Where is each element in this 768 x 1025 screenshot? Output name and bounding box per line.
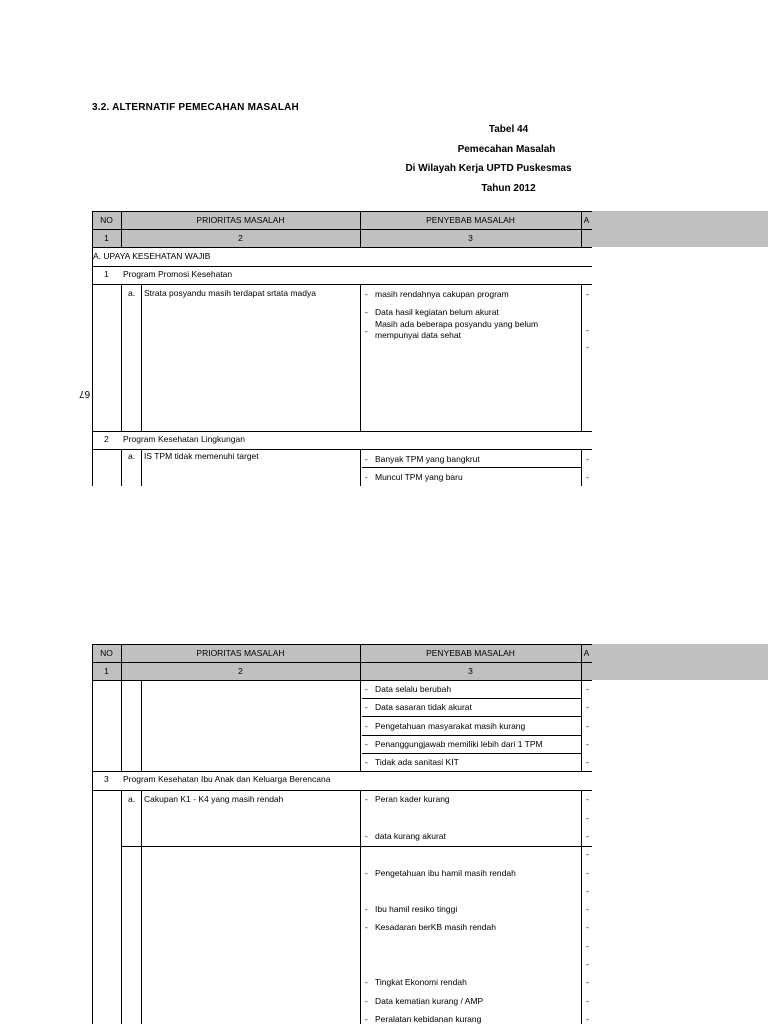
cause-text: Muncul TPM yang baru (375, 472, 463, 482)
dash: - (586, 831, 589, 841)
dash: - (365, 757, 368, 767)
problem-text: IS TPM tidak memenuhi target (144, 451, 259, 461)
item-letter: a. (128, 451, 136, 461)
cause-text: Data kematian kurang / AMP (375, 996, 484, 1006)
dash: - (586, 325, 589, 335)
gray-margin-bar (592, 211, 768, 247)
dash: - (586, 794, 589, 804)
dash: - (365, 702, 368, 712)
header-no: NO (100, 648, 113, 658)
header-penyebab: PENYEBAB MASALAH (426, 648, 515, 658)
dash: - (365, 831, 368, 841)
table-border (360, 680, 361, 771)
table-border (581, 449, 582, 486)
table-caption (380, 120, 592, 198)
table-border (141, 449, 142, 486)
side-page-number: 67 (79, 388, 91, 399)
header-col-3: 3 (468, 666, 473, 676)
table-border (360, 790, 361, 1024)
dash: - (586, 941, 589, 951)
table-border (581, 790, 582, 1024)
dash: - (365, 996, 368, 1006)
dash: - (586, 1014, 589, 1024)
cause-text: Peralatan kebidanan kurang (375, 1014, 482, 1024)
header-col-3: 3 (468, 233, 473, 243)
table-border (360, 449, 361, 486)
cause-text: Tidak ada sanitasi KIT (375, 757, 459, 767)
dash: - (365, 739, 368, 749)
table-border (362, 698, 581, 699)
dash: - (365, 472, 368, 482)
table-border (360, 284, 361, 431)
section-title: 3.2. ALTERNATIF PEMECAHAN MASALAH (92, 102, 299, 113)
program-name: Program Kesehatan Lingkungan (123, 434, 245, 444)
cause-text: Kesadaran berKB masih rendah (375, 922, 496, 932)
table-border (362, 716, 581, 717)
table-border (92, 431, 592, 432)
dash: - (365, 977, 368, 987)
table-1 (92, 211, 592, 486)
dash: - (586, 472, 589, 482)
table-border (92, 266, 592, 267)
cause-text: Data sasaran tidak akurat (375, 702, 472, 712)
group-label: A. UPAYA KESEHATAN WAJIB (93, 251, 211, 261)
dash: - (365, 326, 368, 336)
caption-line: Di Wilayah Kerja UPTD Puskesmas (405, 163, 572, 174)
cause-text: mempunyai data sehat (375, 330, 461, 340)
program-name: Program Kesehatan Ibu Anak dan Keluarga Berencana (123, 774, 331, 784)
item-letter: a. (128, 288, 136, 298)
table-border (121, 790, 122, 1024)
cause-text: data kurang akurat (375, 831, 446, 841)
cause-text: Pengetahuan ibu hamil masih rendah (375, 868, 516, 878)
dash: - (365, 721, 368, 731)
problem-text: Strata posyandu masih terdapat srtata madya (144, 288, 316, 298)
header-no: NO (100, 215, 113, 225)
dash: - (365, 454, 368, 464)
table-border (121, 449, 122, 486)
caption-line: Tabel 44 (488, 124, 529, 135)
cause-text: masih rendahnya cakupan program (375, 289, 509, 299)
dash: - (365, 684, 368, 694)
header-col-1: 1 (104, 666, 109, 676)
program-name: Program Promosi Kesehatan (123, 269, 233, 279)
table-border (141, 680, 142, 771)
dash: - (365, 1014, 368, 1024)
dash: - (365, 904, 368, 914)
table-border (92, 247, 93, 486)
table-border (92, 771, 592, 772)
dash: - (586, 342, 589, 352)
dash: - (586, 959, 589, 969)
dash: - (586, 922, 589, 932)
dash: - (586, 289, 589, 299)
cause-text: Masih ada beberapa posyandu yang belum (375, 319, 539, 329)
table-2 (92, 644, 592, 1024)
dash: - (586, 684, 589, 694)
item-letter: a. (128, 794, 136, 804)
cause-text: Pengetahuan masyarakat masih kurang (375, 721, 526, 731)
dash: - (586, 813, 589, 823)
dash: - (586, 702, 589, 712)
header-col-1: 1 (104, 233, 109, 243)
table-border (92, 680, 592, 681)
table-border (362, 735, 581, 736)
table-border (92, 680, 93, 1024)
table-border (121, 846, 592, 847)
header-prioritas: PRIORITAS MASALAH (196, 648, 285, 658)
table-border (121, 680, 122, 771)
dash: - (586, 739, 589, 749)
cause-text: Data selalu berubah (375, 684, 452, 694)
table-border (141, 790, 142, 1024)
cause-text: Penanggungjawab memiliki lebih dari 1 TPM (375, 739, 543, 749)
dash: - (586, 454, 589, 464)
dash: - (586, 904, 589, 914)
table-border (92, 247, 592, 248)
cause-text: Peran kader kurang (375, 794, 450, 804)
dash: - (586, 868, 589, 878)
dash: - (365, 922, 368, 932)
gray-margin-bar (592, 644, 768, 680)
program-no: 3 (104, 774, 109, 784)
dash: - (365, 289, 368, 299)
table-border (362, 467, 581, 468)
header-prioritas: PRIORITAS MASALAH (196, 215, 285, 225)
table-border (92, 449, 592, 450)
cause-text: Banyak TPM yang bangkrut (375, 454, 480, 464)
table-border (581, 680, 582, 771)
caption-line: Pemecahan Masalah (457, 143, 556, 155)
cause-text: Ibu hamil resiko tinggi (375, 904, 458, 914)
dash: - (586, 886, 589, 896)
dash: - (586, 757, 589, 767)
dash: - (586, 977, 589, 987)
table-border (121, 284, 122, 431)
header-alternatif: A (583, 215, 590, 225)
table-border (141, 284, 142, 431)
cause-text: Data hasil kegiatan belum akurat (375, 307, 499, 317)
header-col-2: 2 (238, 666, 243, 676)
program-no: 2 (104, 434, 109, 444)
cause-text: Tingkat Ekonomi rendah (375, 977, 467, 987)
dash: - (586, 849, 589, 859)
problem-text: Cakupan K1 - K4 yang masih rendah (144, 794, 284, 804)
dash: - (365, 307, 368, 317)
table-border (581, 284, 582, 431)
header-alternatif: A (583, 648, 590, 658)
dash: - (586, 721, 589, 731)
table-border (362, 753, 581, 754)
header-col-2: 2 (238, 233, 243, 243)
table-border (92, 284, 592, 285)
dash: - (365, 794, 368, 804)
dash: - (586, 996, 589, 1006)
dash: - (365, 868, 368, 878)
program-no: 1 (104, 269, 109, 279)
header-penyebab: PENYEBAB MASALAH (426, 215, 515, 225)
table-border (92, 790, 592, 791)
caption-line: Tahun 2012 (481, 182, 536, 194)
